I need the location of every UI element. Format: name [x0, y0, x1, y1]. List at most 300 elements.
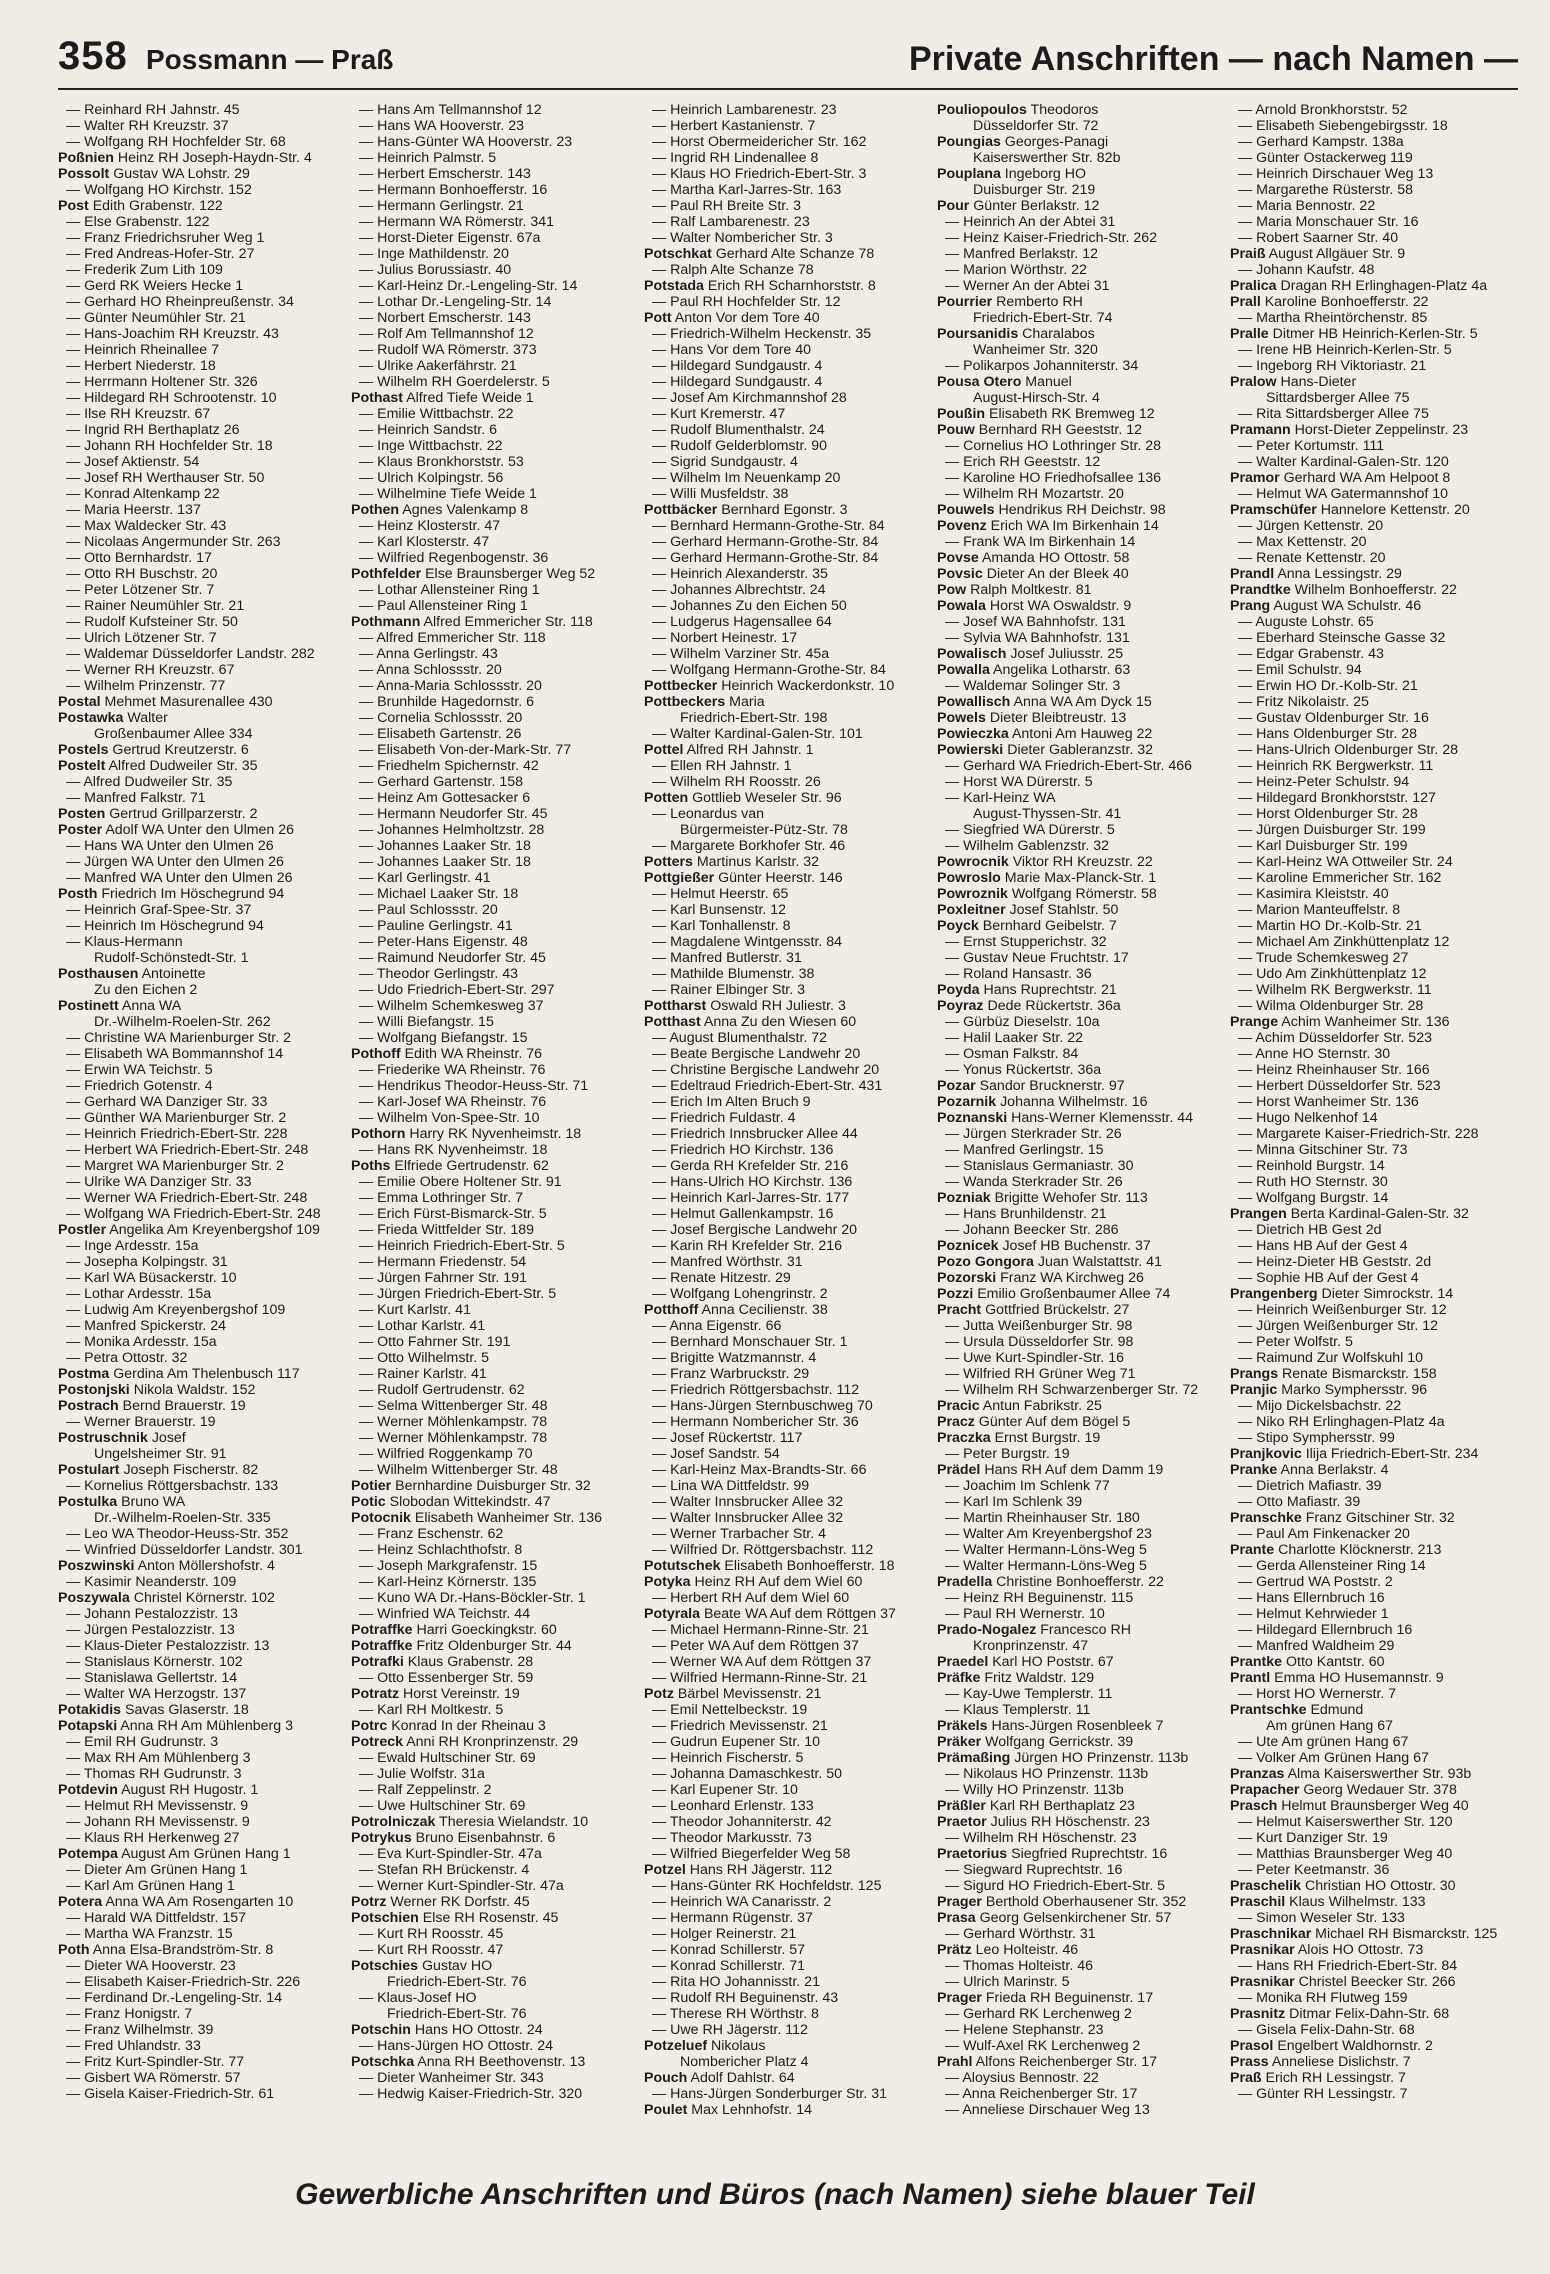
directory-entry: — Ulrich Kolpingstr. 56: [359, 470, 504, 486]
directory-entry: — Werner WA Friedrich-Ebert-Str. 248: [66, 1190, 308, 1206]
entry-details: Juan Walstattstr. 41: [1033, 1254, 1162, 1270]
entry-details: Wolfgang Gerrickstr. 39: [981, 1734, 1134, 1750]
directory-entry: [937, 1302, 1225, 1318]
directory-entry: — Lina WA Dittfeldstr. 99: [652, 1478, 810, 1494]
directory-entry: — Hans-Günter WA Hooverstr. 23: [359, 134, 573, 150]
entry-details: Anna WA Am Dyck 15: [1010, 694, 1152, 710]
directory-entry: — Wilhelm RH Mozartstr. 20: [945, 486, 1124, 502]
directory-entry: — Robert Saarner Str. 40: [1238, 230, 1399, 246]
directory-entry: — Klaus RH Herkenweg 27: [66, 1830, 240, 1846]
directory-entry: — Johann Pestalozzistr. 13: [66, 1606, 238, 1622]
surname: Powalla: [937, 662, 990, 678]
directory-entry: [351, 1638, 639, 1654]
directory-entry: [937, 198, 1225, 214]
surname: Prado-Nogalez: [937, 1622, 1037, 1638]
directory-entry: — Karl Duisburger Str. 199: [1238, 838, 1408, 854]
directory-entry: [937, 1190, 1225, 1206]
directory-entry: — Gerhard Kampstr. 138a: [1238, 134, 1404, 150]
directory-entry: — Josepha Kolpingstr. 31: [66, 1254, 228, 1270]
entry-details: Ditmar Felix-Dahn-Str. 68: [1285, 2006, 1450, 2022]
directory-entry: — Klaus Bronkhorststr. 53: [359, 454, 524, 470]
directory-entry: Sittardsberger Allee 75: [1266, 390, 1410, 406]
directory-entry: — Anna Reichenberger Str. 17: [945, 2086, 1138, 2102]
directory-entry: — Monika RH Flutweg 159: [1238, 1990, 1408, 2006]
entry-details: Heinz RH Auf dem Wiel 60: [690, 1574, 863, 1590]
entry-details: Beate WA Auf dem Röttgen 37: [700, 1606, 896, 1622]
surname: Potters: [644, 854, 693, 870]
directory-entry: — Max Waldecker Str. 43: [66, 518, 227, 534]
directory-entry: — Wolfgang Biefangstr. 15: [359, 1030, 528, 1046]
directory-entry: — Wilhelm Varziner Str. 45a: [652, 646, 830, 662]
directory-entry: — Ruth HO Sternstr. 30: [1238, 1174, 1388, 1190]
entry-details: Bernd Brauerstr. 19: [118, 1398, 246, 1414]
directory-entry: [58, 1846, 346, 1862]
directory-entry: — Otto Essenberger Str. 59: [359, 1670, 534, 1686]
directory-entry: — Wilhelm RH Roosstr. 26: [652, 774, 821, 790]
directory-entry: [937, 902, 1225, 918]
directory-entry: — Wolfgang RH Hochfelder Str. 68: [66, 134, 286, 150]
entry-details: Walter: [123, 710, 168, 726]
directory-entry: [937, 726, 1225, 742]
directory-entry: — Ute Am grünen Hang 67: [1238, 1734, 1409, 1750]
directory-entry: — Siegward Ruprechtstr. 16: [945, 1862, 1123, 1878]
directory-entry: — Horst Wanheimer Str. 136: [1238, 1094, 1419, 1110]
directory-entry: — Friedrich Fuldastr. 4: [652, 1110, 796, 1126]
directory-entry: — Uwe RH Jägerstr. 112: [652, 2022, 808, 2038]
directory-entry: — Heinrich Weißenburger Str. 12: [1238, 1302, 1447, 1318]
entry-details: Alfred Dudweiler Str. 35: [105, 758, 258, 774]
directory-entry: — Jürgen Pestalozzistr. 13: [66, 1622, 235, 1638]
surname: Pranzas: [1230, 1766, 1285, 1782]
entry-details: Gertrud Kreutzerstr. 6: [108, 742, 249, 758]
directory-entry: [1230, 2070, 1518, 2086]
directory-entry: [937, 1670, 1225, 1686]
entry-details: Nikolaus: [707, 2038, 766, 2054]
directory-entry: — Kurt Karlstr. 41: [359, 1302, 471, 1318]
directory-entry: — Klaus-Dieter Pestalozzistr. 13: [66, 1638, 270, 1654]
entry-details: Hannelore Kettenstr. 20: [1316, 502, 1470, 518]
surname: Pranke: [1230, 1462, 1278, 1478]
directory-entry: [351, 2022, 639, 2038]
entry-details: Gerhard Alte Schanze 78: [711, 246, 875, 262]
directory-entry: — Hildegard Sundgaustr. 4: [652, 374, 823, 390]
directory-entry: — Erich Im Alten Bruch 9: [652, 1094, 811, 1110]
surname: Powroslo: [937, 870, 1001, 886]
directory-entry: [937, 1798, 1225, 1814]
surname: Pouw: [937, 422, 975, 438]
directory-entry: [644, 278, 932, 294]
directory-entry: — Karl RH Moltkestr. 5: [359, 1702, 504, 1718]
directory-entry: [1230, 1654, 1518, 1670]
directory-entry: [644, 1862, 932, 1878]
directory-entry: — Renate Hitzestr. 29: [652, 1270, 791, 1286]
directory-entry: — Emil Schulstr. 94: [1238, 662, 1362, 678]
directory-column: [351, 102, 639, 2177]
entry-details: Theodoros: [1026, 102, 1099, 118]
directory-entry: [937, 1574, 1225, 1590]
directory-entry: — Maria Monschauer Str. 16: [1238, 214, 1419, 230]
directory-entry: — Wilhelm Gablenzstr. 32: [945, 838, 1110, 854]
directory-entry: — Franz Honigstr. 7: [66, 2006, 193, 2022]
surname: Pourrier: [937, 294, 993, 310]
directory-entry: [351, 1622, 639, 1638]
directory-entry: — Cornelius HO Lothringer Str. 28: [945, 438, 1162, 454]
directory-entry: [937, 518, 1225, 534]
directory-entry: — Anneliese Dirschauer Weg 13: [945, 2102, 1150, 2118]
directory-entry: — Lothar Karlstr. 41: [359, 1318, 486, 1334]
entry-details: Slobodan Wittekindstr. 47: [385, 1494, 551, 1510]
directory-entry: — Wilhelm Wittenberger Str. 48: [359, 1462, 558, 1478]
directory-entry: — Friedrich-Wilhelm Heckenstr. 35: [652, 326, 872, 342]
directory-entry: — Otto Wilhelmstr. 5: [359, 1350, 490, 1366]
directory-entry: — Walter Hermann-Löns-Weg 5: [945, 1542, 1147, 1558]
directory-entry: — Gerhard Hermann-Grothe-Str. 84: [652, 550, 879, 566]
entry-details: Josef HB Buchenstr. 37: [998, 1238, 1151, 1254]
directory-entry: [351, 390, 639, 406]
directory-entry: [937, 1910, 1225, 1926]
directory-entry: — Helmut RH Mevissenstr. 9: [66, 1798, 249, 1814]
surname: Pothfelder: [351, 566, 422, 582]
surname: Potschin: [351, 2022, 411, 2038]
entry-details: Emma HO Husemannstr. 9: [1270, 1670, 1444, 1686]
directory-entry: — Ewald Hultschiner Str. 69: [359, 1750, 536, 1766]
directory-entry: [1230, 2054, 1518, 2070]
entry-details: Georges-Panagi: [1000, 134, 1109, 150]
surname: Pothoff: [351, 1046, 401, 1062]
surname: Potschka: [351, 2054, 415, 2070]
directory-entry: — Aloysius Bennostr. 22: [945, 2070, 1099, 2086]
directory-entry: — Michael Am Zinkhüttenplatz 12: [1238, 934, 1450, 950]
surname: Prang: [1230, 598, 1271, 614]
directory-entry: [351, 1478, 639, 1494]
directory-entry: — Michael Laaker Str. 18: [359, 886, 519, 902]
directory-entry: — Uwe Kurt-Spindler-Str. 16: [945, 1350, 1124, 1366]
directory-entry: — Frieda Wittfelder Str. 189: [359, 1222, 535, 1238]
directory-entry: [58, 742, 346, 758]
directory-entry: — Eberhard Steinsche Gasse 32: [1238, 630, 1446, 646]
entry-details: Gustav WA Lohstr. 29: [109, 166, 250, 182]
entry-details: Anna Zu den Wiesen 60: [700, 1014, 857, 1030]
directory-entry: [937, 374, 1225, 390]
entry-details: Helmut Braunsberger Weg 40: [1277, 1798, 1469, 1814]
entry-details: Anton Vor dem Tore 40: [671, 310, 820, 326]
surname: Pouwels: [937, 502, 995, 518]
directory-entry: — Helmut Kehrwieder 1: [1238, 1606, 1389, 1622]
directory-entry: [937, 1254, 1225, 1270]
surname: Prager: [937, 1990, 982, 2006]
directory-entry: — Herbert RH Auf dem Wiel 60: [652, 1590, 850, 1606]
entry-details: Christel Körnerstr. 102: [129, 1590, 275, 1606]
directory-entry: — Wilfried Dr. Röttgersbachstr. 112: [652, 1542, 874, 1558]
directory-entry: — Yonus Rückertstr. 36a: [945, 1062, 1102, 1078]
directory-entry: — Otto RH Buschstr. 20: [66, 566, 218, 582]
surname: Potschkat: [644, 246, 712, 262]
directory-entry: — Heinrich Im Höschegrund 94: [66, 918, 264, 934]
directory-entry: — Willi Biefangstr. 15: [359, 1014, 494, 1030]
surname: Poznicek: [937, 1238, 999, 1254]
directory-entry: [937, 1462, 1225, 1478]
surname: Potrolniczak: [351, 1814, 436, 1830]
directory-entry: — Klaus-Josef HO: [359, 1990, 477, 2006]
directory-entry: — Ilse RH Kreuzstr. 67: [66, 406, 211, 422]
entry-details: Anna Cecilienstr. 38: [698, 1302, 828, 1318]
surname: Präker: [937, 1734, 982, 1750]
directory-entry: [937, 1078, 1225, 1094]
directory-entry: — Karl Eupener Str. 10: [652, 1782, 798, 1798]
directory-entry: — Julius Borussiastr. 40: [359, 262, 512, 278]
directory-entry: — Anna Gerlingstr. 43: [359, 646, 498, 662]
directory-entry: [644, 2102, 932, 2118]
surname: Postels: [58, 742, 109, 758]
surname: Praß: [1230, 2070, 1262, 2086]
directory-entry: — Hildegard Bronkhorststr. 127: [1238, 790, 1436, 806]
surname: Powroznik: [937, 886, 1008, 902]
surname: Potrz: [351, 1894, 387, 1910]
surname: Pranjkovic: [1230, 1446, 1302, 1462]
directory-entry: — Johann Beecker Str. 286: [945, 1222, 1119, 1238]
entry-details: Georg Wedauer Str. 378: [1299, 1782, 1457, 1798]
directory-entry: — Werner Trarbacher Str. 4: [652, 1526, 826, 1542]
directory-entry: — Marion Wörthstr. 22: [945, 262, 1087, 278]
directory-entry: — Dieter WA Hooverstr. 23: [66, 1958, 236, 1974]
directory-entry: — Kurt Danziger Str. 19: [1238, 1830, 1388, 1846]
directory-entry: — Ralph Alte Schanze 78: [652, 262, 814, 278]
directory-entry: — Ingrid RH Lindenallee 8: [652, 150, 819, 166]
directory-entry: [58, 886, 346, 902]
directory-entry: — Manfred Spickerstr. 24: [66, 1318, 227, 1334]
directory-entry: [937, 662, 1225, 678]
directory-entry: [1230, 1974, 1518, 1990]
directory-entry: [351, 1686, 639, 1702]
directory-entry: [58, 1222, 346, 1238]
entry-details: Adolf Dahlstr. 64: [687, 2070, 795, 2086]
surname: Poznanski: [937, 1110, 1008, 1126]
directory-entry: — Hans Am Tellmannshof 12: [359, 102, 542, 118]
directory-entry: — Wilhelm RH Schwarzenberger Str. 72: [945, 1382, 1199, 1398]
entry-details: Klaus Wilhelmstr. 133: [1285, 1894, 1426, 1910]
directory-entry: — Wolfgang Burgstr. 14: [1238, 1190, 1389, 1206]
directory-entry: [937, 422, 1225, 438]
directory-entry: — Manfred Gerlingstr. 15: [945, 1142, 1104, 1158]
directory-entry: — Hans RH Friedrich-Ebert-Str. 84: [1238, 1958, 1458, 1974]
directory-entry: — Karl Bunsenstr. 12: [652, 902, 787, 918]
entry-details: Franz WA Kirchweg 26: [996, 1270, 1144, 1286]
directory-entry: [1230, 246, 1518, 262]
directory-entry: — Norbert Emscherstr. 143: [359, 310, 531, 326]
entry-details: Bernhard Geibelstr. 7: [978, 918, 1117, 934]
surname: Prandtke: [1230, 582, 1291, 598]
entry-details: Charlotte Klöcknerstr. 213: [1274, 1542, 1442, 1558]
directory-entry: — Jürgen Sterkrader Str. 26: [945, 1126, 1122, 1142]
directory-entry: — Ursula Düsseldorfer Str. 98: [945, 1334, 1134, 1350]
surname: Poyda: [937, 982, 980, 998]
directory-entry: — Werner Möhlenkampstr. 78: [359, 1430, 548, 1446]
directory-entry: — Karl Tonhallenstr. 8: [652, 918, 791, 934]
surname: Potakidis: [58, 1702, 122, 1718]
entry-details: Hans Ruprechtstr. 21: [979, 982, 1117, 998]
directory-entry: — Dietrich Mafiastr. 39: [1238, 1478, 1382, 1494]
directory-entry: — Leonardus van: [652, 806, 764, 822]
directory-entry: [351, 502, 639, 518]
directory-entry: [644, 502, 932, 518]
directory-entry: — Peter-Hans Eigenstr. 48: [359, 934, 528, 950]
directory-entry: — Stanislaus Körnerstr. 102: [66, 1654, 243, 1670]
directory-entry: — Paul RH Wernerstr. 10: [945, 1606, 1105, 1622]
directory-entry: — Max Kettenstr. 20: [1238, 534, 1367, 550]
directory-entry: — Franz Warbruckstr. 29: [652, 1366, 810, 1382]
directory-entry: [351, 1814, 639, 1830]
directory-entry: Kronprinzenstr. 47: [973, 1638, 1089, 1654]
directory-entry: Friedrich-Ebert-Str. 198: [680, 710, 828, 726]
directory-entry: [937, 1238, 1225, 1254]
directory-entry: — Karin RH Krefelder Str. 216: [652, 1238, 843, 1254]
directory-entry: — Jürgen Duisburger Str. 199: [1238, 822, 1426, 838]
directory-entry: [58, 710, 346, 726]
directory-entry: — Kurt Kremerstr. 47: [652, 406, 786, 422]
directory-entry: — Fritz Kurt-Spindler-Str. 77: [66, 2054, 245, 2070]
directory-entry: — Emma Lothringer Str. 7: [359, 1190, 524, 1206]
surname: Pothorn: [351, 1126, 406, 1142]
directory-entry: — Sophie HB Auf der Gest 4: [1238, 1270, 1419, 1286]
directory-entry: — Margarete Kaiser-Friedrich-Str. 228: [1238, 1126, 1479, 1142]
running-head: Possmann — Praß: [146, 44, 394, 75]
surname: Prasnitz: [1230, 2006, 1286, 2022]
surname: Postulka: [58, 1494, 118, 1510]
directory-entry: Nombericher Platz 4: [680, 2054, 809, 2070]
directory-entry: — Gustav Oldenburger Str. 16: [1238, 710, 1429, 726]
directory-entry: — Werner Kurt-Spindler-Str. 47a: [359, 1878, 564, 1894]
surname: Postma: [58, 1366, 110, 1382]
directory-entry: — Friedrich Gotenstr. 4: [66, 1078, 213, 1094]
directory-entry: — Manfred Waldheim 29: [1238, 1638, 1395, 1654]
directory-entry: — Klaus Templerstr. 11: [945, 1702, 1091, 1718]
directory-entry: — Martha WA Franzstr. 15: [66, 1926, 233, 1942]
directory-entry: — Ralf Lambarenestr. 23: [652, 214, 810, 230]
directory-entry: — Kasimira Kleiststr. 40: [1238, 886, 1389, 902]
surname: Pottgießer: [644, 870, 715, 886]
directory-entry: — Wolfgang Hermann-Grothe-Str. 84: [652, 662, 886, 678]
directory-entry: August-Thyssen-Str. 41: [973, 806, 1122, 822]
entry-details: Werner RK Dorfstr. 45: [386, 1894, 530, 1910]
directory-entry: [644, 694, 932, 710]
directory-entry: [1230, 294, 1518, 310]
surname: Poursanidis: [937, 326, 1019, 342]
directory-entry: [1230, 1702, 1518, 1718]
directory-entry: — Sylvia WA Bahnhofstr. 131: [945, 630, 1130, 646]
directory-entry: [937, 854, 1225, 870]
entry-details: Marko Symphersstr. 96: [1277, 1382, 1428, 1398]
directory-entry: — Ingeborg RH Viktoriastr. 21: [1238, 358, 1427, 374]
entry-details: Günter Auf dem Bögel 5: [974, 1414, 1131, 1430]
surname: Prantl: [1230, 1670, 1271, 1686]
directory-entry: [644, 1686, 932, 1702]
directory-entry: [351, 1126, 639, 1142]
surname: Pozorski: [937, 1270, 997, 1286]
directory-entry: — Johannes Albrechtstr. 24: [652, 582, 826, 598]
directory-entry: — Heinrich Rheinallee 7: [66, 342, 219, 358]
footer-note: Gewerbliche Anschriften und Büros (nach Namen) siehe blauer Teil: [295, 2178, 1255, 2211]
entry-details: Bärbel Mevissenstr. 21: [673, 1686, 822, 1702]
directory-entry: [937, 1894, 1225, 1910]
directory-entry: — Paul Schlossstr. 20: [359, 902, 498, 918]
directory-entry: — Hans RK Nyvenheimstr. 18: [359, 1142, 548, 1158]
surname: Povsic: [937, 566, 983, 582]
directory-entry: — Thomas RH Gudrunstr. 3: [66, 1766, 242, 1782]
directory-entry: — Heinrich WA Canarisstr. 2: [652, 1894, 832, 1910]
directory-entry: — Manfred Berlakstr. 12: [945, 246, 1098, 262]
entry-details: Dieter Gableranzstr. 32: [1003, 742, 1154, 758]
directory-entry: — Walter RH Kreuzstr. 37: [66, 118, 229, 134]
directory-entry: — Heinrich Friedrich-Ebert-Str. 5: [359, 1238, 565, 1254]
directory-entry: [644, 246, 932, 262]
entry-details: Dieter Bleibtreustr. 13: [985, 710, 1127, 726]
directory-entry: — Peter Kortumstr. 111: [1238, 438, 1385, 454]
directory-entry: [1230, 1894, 1518, 1910]
directory-entry: — Renate Kettenstr. 20: [1238, 550, 1386, 566]
directory-entry: — Heinz-Dieter HB Geststr. 2d: [1238, 1254, 1432, 1270]
directory-entry: August-Hirsch-Str. 4: [973, 390, 1100, 406]
directory-entry: — Waldemar Düsseldorfer Landstr. 282: [66, 646, 315, 662]
directory-entry: — Günter Ostackerweg 119: [1238, 150, 1413, 166]
entry-details: Michael RH Bismarckstr. 125: [1311, 1926, 1498, 1942]
directory-entry: — Heinz Schlachthofstr. 8: [359, 1542, 523, 1558]
surname: Poszwinski: [58, 1558, 135, 1574]
directory-entry: — Hermann Neudorfer Str. 45: [359, 806, 548, 822]
directory-entry: — Horst HO Wernerstr. 7: [1238, 1686, 1397, 1702]
directory-entry: — Hans Vor dem Tore 40: [652, 342, 812, 358]
directory-entry: — Josef WA Bahnhofstr. 131: [945, 614, 1126, 630]
entry-details: Manuel: [1021, 374, 1072, 390]
directory-entry: — Gerda Allensteiner Ring 14: [1238, 1558, 1426, 1574]
entry-details: Anna WA Am Rosengarten 10: [102, 1894, 294, 1910]
surname: Pracht: [937, 1302, 982, 1318]
surname: Potic: [351, 1494, 386, 1510]
directory-entry: — Paul Allensteiner Ring 1: [359, 598, 528, 614]
entry-details: August Am Grünen Hang 1: [117, 1846, 291, 1862]
directory-entry: — Gerhard WA Danziger Str. 33: [66, 1094, 268, 1110]
directory-entry: — Gerd RK Weiers Hecke 1: [66, 278, 244, 294]
directory-entry: — Gerhard Hermann-Grothe-Str. 84: [652, 534, 879, 550]
surname: Potzeluef: [644, 2038, 708, 2054]
directory-entry: [937, 998, 1225, 1014]
surname: Powrocnik: [937, 854, 1009, 870]
surname: Prädel: [937, 1462, 981, 1478]
surname: Prangen: [1230, 1206, 1287, 1222]
directory-entry: — Rudolf Kufsteiner Str. 50: [66, 614, 238, 630]
directory-entry: — Heinrich An der Abtei 31: [945, 214, 1116, 230]
directory-entry: — Friedrich Röttgersbachstr. 112: [652, 1382, 860, 1398]
directory-entry: [1230, 1286, 1518, 1302]
directory-entry: — Rainer Neumühler Str. 21: [66, 598, 245, 614]
directory-entry: [937, 294, 1225, 310]
surname: Prahl: [937, 2054, 973, 2070]
entry-details: Martinus Karlstr. 32: [692, 854, 820, 870]
directory-entry: — Jürgen Fahrner Str. 191: [359, 1270, 527, 1286]
surname: Povenz: [937, 518, 987, 534]
directory-entry: — Helmut Heerstr. 65: [652, 886, 789, 902]
surname: Pothmann: [351, 614, 421, 630]
directory-entry: — Joseph Markgrafenstr. 15: [359, 1558, 538, 1574]
entry-details: Joseph Fischerstr. 82: [119, 1462, 259, 1478]
directory-entry: — Frank WA Im Birkenhain 14: [945, 534, 1136, 550]
directory-column: [644, 102, 932, 2177]
directory-entry: — Elisabeth Kaiser-Friedrich-Str. 226: [66, 1974, 301, 1990]
entry-details: Erich WA Im Birkenhain 14: [986, 518, 1159, 534]
directory-entry: — Inge Wittbachstr. 22: [359, 438, 503, 454]
directory-entry: — Fred Andreas-Hofer-Str. 27: [66, 246, 255, 262]
directory-entry: — Rainer Elbinger Str. 3: [652, 982, 805, 998]
directory-entry: — Ulrich Marinstr. 5: [945, 1974, 1070, 1990]
